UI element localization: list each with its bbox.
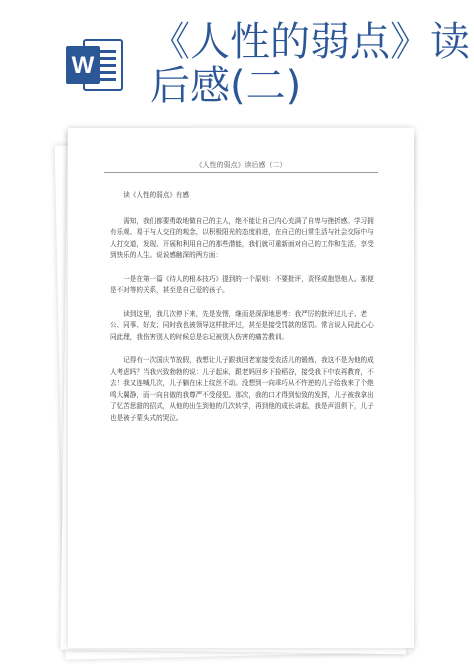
document-body: [110, 190, 378, 436]
banner: [0, 0, 474, 120]
paragraph: 记得有一次国庆节放假，我想让儿子跟我回老家接受农活儿的锻炼，我这不是为他的成人考虑吗？当我兴致勃勃的说：儿子起床，跟老妈回乡下捡稻谷，接受我下中农再教育，不去！我又连喊几次，儿子躺在床上纹丝不动。没想到一向乖巧从不忤逆的儿子给我来了个绝鸣大翼静，而一向自傲的我尊严不受侵犯。那次，我的口才得到惊致的发挥，儿子被我拿出了忆苦思甜的招式，从他的出生到他的几次转学，再到他的成长讲起，我是声泪俱下，儿子也是被子蒙头式的哭泣。: [110, 356, 374, 422]
paragraph: 读到这里，我几次停下来，先是发愣，继而是深深地思考：我严厉的批评过儿子、老公、同事、好友；同时我也被领导这样批评过，甚至是接受罚款的惩罚。常言说人同此心心同此理，我伤害别人的时候总是忘记被别人伤害的痛苦教训。: [110, 309, 374, 341]
paragraph: 一是在第一篇《待人的根本技巧》提到的一个原则：不要批评，责怪或抱怨他人。那便是不对等的关系，甚至是自己爱的孩子。: [110, 274, 374, 294]
document-preview: [60, 124, 418, 664]
banner-title-line1: 《人性的弱点》读: [150, 19, 470, 65]
svg-text:W: W: [71, 52, 95, 79]
paragraph: 需知，我们都要勇敢地做自己的主人，绝不能让自己内心充满了自卑与挫折感。学习拥有乐观、易于与人交往的观念，以积极阳光的态度前进，在自己的日常生活与社会交际中与人打交道，发现、开展和利用自己的那些潜能，我们就可重新面对自己的工作和生活，享受到快乐的人生。说说感触深的两方面：: [110, 216, 374, 259]
word-document-icon: [66, 36, 124, 94]
banner-title-line2: 后感(二): [150, 63, 302, 109]
paragraph: 读《人性的弱点》有感: [123, 191, 190, 199]
document-page: [68, 128, 414, 648]
document-header: 《人性的弱点》读后感（二）: [195, 161, 287, 169]
header-divider: [104, 172, 378, 173]
